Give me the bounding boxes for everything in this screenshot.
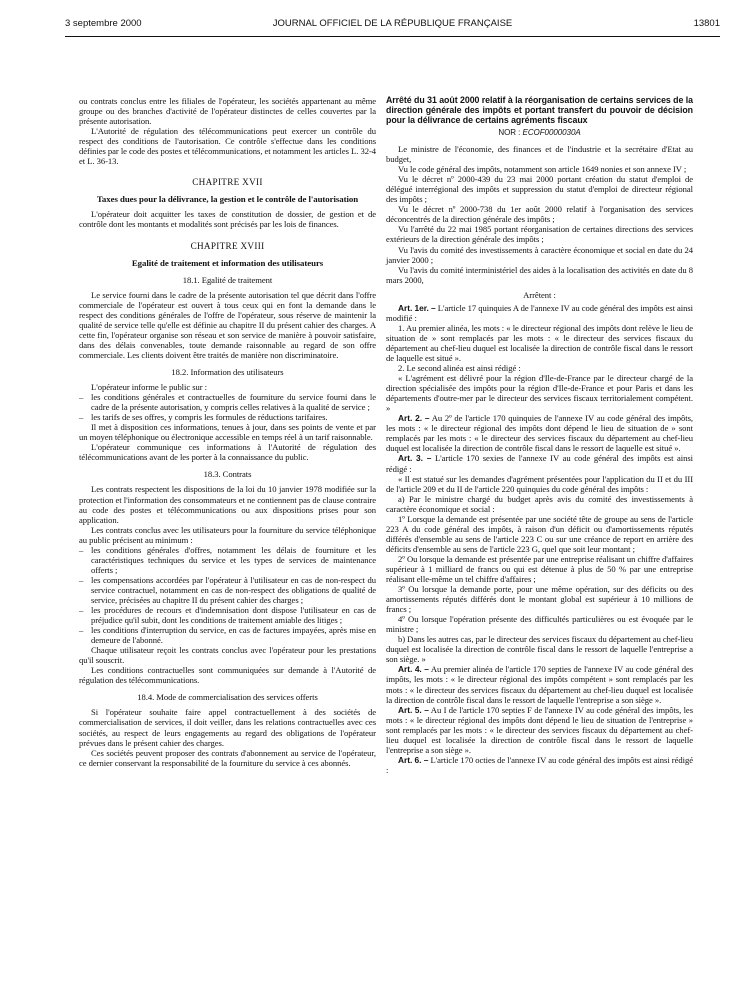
list-item: – les compensations accordées par l'opérateur à l'utilisateur en cas de non-respect du service contractuel, notamment en cas de non-respect des obligations de qualité de service, précisées au chapitre II du présent cahier des charges ; xyxy=(79,575,376,605)
paragraph: b) Dans les autres cas, par le directeur des services fiscaux du département au chef-lieu duquel est localisée la direction de contrôle fiscal dans le ressort de laquelle l'entreprise a son siège. » xyxy=(386,634,694,665)
decree-title: Arrêté du 31 août 2000 relatif à la réorganisation de certains services de la direction générale des impôts et portant transfert du pouvoir de décision pour la délivrance de certains agréments fiscaux xyxy=(386,95,693,125)
article-text: L'article 170 sexies de l'annexe IV au code général des impôts est ainsi rédigé : xyxy=(386,453,693,474)
paragraph: Il met à disposition ces informations, tenues à jour, dans ses points de vente et par un moyen téléphonique ou électronique accessible en temps réel à un tarif raisonnable. xyxy=(79,422,376,443)
paragraph: Les contrats respectent les dispositions de la loi du 10 janvier 1978 modifiée sur la protection et l'information des consommateurs et ne contiennent pas de clause contraire au code des postes et télécommunications ou aux dispositions prises pour son application. xyxy=(79,484,376,525)
paragraph: L'Autorité de régulation des télécommunications peut exercer un contrôle du respect des conditions de l'autorisation. Ce contrôle s'effectue dans les conditions définies par le code des postes et télécommunications, et notamment les articles L. 32-4 et L. 36-13. xyxy=(79,126,377,167)
list xyxy=(79,545,376,645)
paragraph: Vu le code général des impôts, notamment son article 1649 nonies et son annexe IV ; xyxy=(398,164,687,175)
chapter-title: Egalité de traitement et information des utilisateurs xyxy=(131,257,324,268)
header-date: 3 septembre 2000 xyxy=(65,18,142,29)
header-journal-title: JOURNAL OFFICIEL DE LA RÉPUBLIQUE FRANÇAISE xyxy=(272,18,513,29)
paragraph: L'opérateur informe le public sur : xyxy=(91,382,208,393)
paragraph: « Il est statué sur les demandes d'agrément présentées pour l'application du II et du III de l'article 209 et du II de l'article 220 quinquies du code général des impôts : xyxy=(386,473,693,494)
article xyxy=(386,413,693,453)
list-item: – les conditions générales et contractuelles de fourniture du service fourni dans le cadre de la présente autorisation, y compris celles relatives à la qualité de service ; xyxy=(79,392,376,412)
chapter-heading: CHAPITRE XVIII xyxy=(190,240,265,251)
paragraph: 4º Ou lorsque l'opération présente des difficultés particulières ou est évoquée par le ministre ; xyxy=(386,614,693,635)
paragraph: « L'agrément est délivré pour la région d'Ile-de-France par le directeur chargé de la direction spécialisée des impôts pour la région d'Ile-de-France et pour Paris et dans les départements d'outre-mer par le directeur des services fiscaux territorialement compétent. » xyxy=(386,373,693,414)
article-text: Au I de l'article 170 septies F de l'annexe IV au code général des impôts, les mots : « le directeur régional des impôts dont dépend le lieu de situation de l'entreprise » sont remplacés par les mots : « le directeur des services fiscaux du département au chef-lieu duquel est localisée la direction de contrôle fiscal dans le ressort de laquelle l'entreprise a son siège ». xyxy=(386,704,693,755)
article-label: Art. 2. – xyxy=(398,413,430,424)
article xyxy=(386,303,693,323)
article-label: Art. 3. – xyxy=(398,453,432,464)
left-column xyxy=(79,96,376,768)
section-heading: 18.2. Information des utilisateurs xyxy=(171,366,284,377)
chapter-heading: CHAPITRE XVII xyxy=(192,177,263,188)
article-label: Art. 5. – xyxy=(398,704,429,715)
list xyxy=(79,392,376,422)
nor-reference xyxy=(386,128,693,138)
paragraph: Vu l'avis du comité interministériel des aides à la localisation des activités en date du 8 mars 2000, xyxy=(386,264,693,285)
article-text: L'article 170 octies de l'annexe IV au code général des impôts est ainsi rédigé : xyxy=(386,754,693,775)
paragraph: 2. Le second alinéa est ainsi rédigé : xyxy=(398,363,521,374)
paragraph: L'opérateur communique ces informations à l'Autorité de régulation des télécommunications avant de les porter à la connaissance du public. xyxy=(79,442,376,463)
paragraph: Si l'opérateur souhaite faire appel contractuellement à des sociétés de commercialisation de services, il doit veiller, dans les relations contractuelles avec ces sociétés, au respect de leurs engagements au regard des obligations de l'opérateur prévues dans le présent cahier des charges. xyxy=(79,707,376,748)
list-item: – les conditions générales d'offres, notamment les délais de fourniture et les caractéristiques techniques du service et les types de services de maintenance offerts ; xyxy=(79,545,376,575)
list-item: – les procédures de recours et d'indemnisation dont dispose l'utilisateur en cas de préjudice qu'il subit, dont les conditions de traitement amiable des litiges ; xyxy=(79,605,376,625)
paragraph: Vu le décret nº 2000-738 du 1er août 2000 relatif à l'organisation des services déconcentrés de la direction générale des impôts ; xyxy=(386,204,693,225)
paragraph: Le service fourni dans le cadre de la présente autorisation tel que décrit dans l'offre commerciale de l'opérateur est ouvert à tous ceux qui en font la demande dans le respect des conditions générales de l'offre de l'opérateur, sous réserve de maintenir la qualité de service telle qu'elle est définie au chapitre II du présent cahier des charges. A cette fin, l'opérateur organise son réseau et son service de manière à pouvoir satisfaire, dans des délais convenables, toute demande raisonnable au regard de son offre commerciale. Les clients doivent être traités de manière non discriminatoire. xyxy=(79,289,376,360)
article-text: L'article 17 quinquies A de l'annexe IV au code général des impôts est ainsi modifié : xyxy=(386,302,693,323)
paragraph: Les contrats conclus avec les utilisateurs pour la fourniture du service téléphonique au public précisent au minimum : xyxy=(79,524,376,545)
paragraph: 1. Au premier alinéa, les mots : « le directeur régional des impôts dont relève le lieu de situation de » sont remplacés par les mots : « le directeur des services fiscaux du département au chef-lieu duquel est localisée la direction de contrôle fiscal dans le ressort de laquelle est situé ». xyxy=(386,322,693,363)
paragraph: Chaque utilisateur reçoit les contrats conclus avec l'opérateur pour les prestations qu'il souscrit. xyxy=(79,645,376,666)
paragraph: L'opérateur doit acquitter les taxes de constitution de dossier, de gestion et de contrôle dont les montants et modalités sont précisés par les lois de finances. xyxy=(79,209,376,230)
section-heading: 18.4. Mode de commercialisation des services offerts xyxy=(137,692,318,703)
paragraph: Le ministre de l'économie, des finances et de l'industrie et la secrétaire d'Etat au budget, xyxy=(386,144,693,165)
paragraph: Vu le décret nº 2000-439 du 23 mai 2000 portant création du statut d'emploi de délégué interrégional des impôts et suppression du statut d'emploi de directeur régional des impôts ; xyxy=(386,174,693,205)
article xyxy=(386,453,693,473)
article-text: Au premier alinéa de l'article 170 septies de l'annexe IV au code général des impôts, les mots : « le directeur régional des impôts compétent » sont remplacés par les mots : « le directeur des services fiscaux du département au chef-lieu duquel est localisée la direction de contrôle fiscal dans le ressort de laquelle l'entreprise a son siège ». xyxy=(386,664,694,705)
header-page-number: 13801 xyxy=(693,18,720,29)
article-label: Art. 6. – xyxy=(398,754,429,765)
section-heading: 18.3. Contrats xyxy=(203,469,252,480)
paragraph: 2º Ou lorsque la demande est présentée par une entreprise réalisant un chiffre d'affaires supérieur à 1 milliard de francs ou qui est détenue à plus de 50 % par une entreprise réalisant elle-même un tel chiffre d'affaires ; xyxy=(386,553,693,585)
chapter-title: Taxes dues pour la délivrance, la gestion et le contrôle de l'autorisation xyxy=(96,194,359,205)
list-item: – les conditions d'interruption du service, en cas de factures impayées, après mise en demeure de l'abonné. xyxy=(79,625,376,645)
paragraph: 1º Lorsque la demande est présentée par une société tête de groupe au sens de l'article 223 A du code général des impôts, à raison d'un déficit ou d'amortissements réputés différés d'ensemble au sens de l'article 223 C ou sur une créance de report en arrière des déficits d'ensemble au sens de l'article 223 G, quel que soit leur montant ; xyxy=(386,513,693,554)
article xyxy=(386,755,693,775)
section-heading: 18.1. Egalité de traitement xyxy=(182,274,273,285)
header-rule xyxy=(65,36,720,37)
paragraph: ou contrats conclus entre les filiales de l'opérateur, les sociétés appartenant au même groupe ou des branches d'activité de l'opérateur distinctes de celles couvertes par la présente autorisation. xyxy=(79,96,376,127)
article-label: Art. 1er. – xyxy=(398,302,436,313)
paragraph: Vu l'arrêté du 22 mai 1985 portant réorganisation de certaines directions des services extérieurs de la direction générale des impôts ; xyxy=(386,224,693,245)
right-column xyxy=(386,95,693,775)
page-header xyxy=(65,18,720,32)
paragraph: Vu l'avis du comité des investissements à caractère économique et social en date du 24 janvier 2000 ; xyxy=(386,244,693,265)
article xyxy=(386,664,693,704)
arretent-heading: Arrêtent : xyxy=(523,289,556,300)
article-text: Au 2º de l'article 170 quinquies de l'annexe IV au code général des impôts, les mots : « le directeur régional des impôts dont dépend le lieu de situation de » sont remplacés par les mots : « le directeur des services fiscaux du département au chef-lieu duquel est localisée la direction de contrôle fiscal dans le ressort de laquelle est situé ». xyxy=(386,413,693,454)
article-label: Art. 4. – xyxy=(398,664,429,675)
list-item: – les tarifs de ses offres, y compris les formules de réductions tarifaires. xyxy=(79,412,376,422)
article xyxy=(386,705,693,755)
paragraph: Ces sociétés peuvent proposer des contrats d'abonnement au service de l'opérateur, ce dernier conservant la responsabilité de la fourniture du service à ces abonnés. xyxy=(79,747,376,768)
nor-label: NOR : xyxy=(498,128,521,137)
paragraph: Les conditions contractuelles sont communiquées sur demande à l'Autorité de régulation des télécommunications. xyxy=(79,665,376,686)
paragraph: a) Par le ministre chargé du budget après avis du comité des investissements à caractère économique et social : xyxy=(386,493,693,514)
nor-code: ECOF0000030A xyxy=(522,128,581,137)
paragraph: 3º Ou lorsque la demande porte, pour une même opération, sur des déficits ou des amortissements réputés différés dont le montant global est supérieur à 10 millions de francs ; xyxy=(386,584,693,615)
